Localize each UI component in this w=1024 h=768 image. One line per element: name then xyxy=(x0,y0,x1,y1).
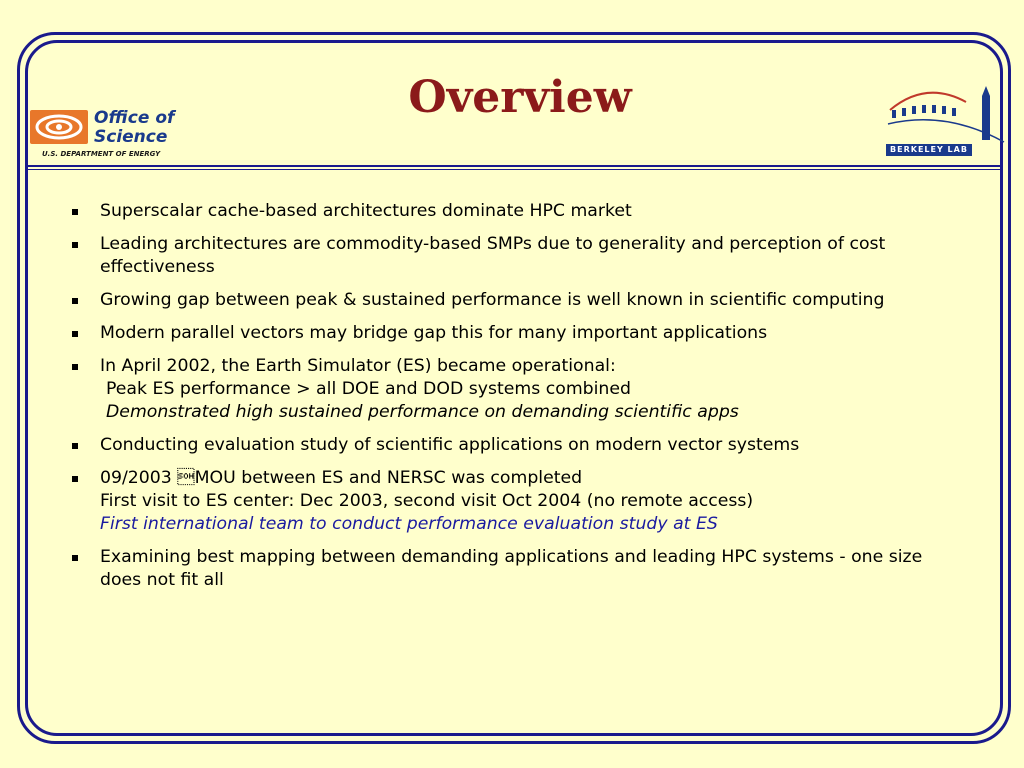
page-title: Overview xyxy=(408,72,632,123)
list-item xyxy=(70,355,940,424)
berkeley-lab-label: BERKELEY LAB xyxy=(886,144,972,156)
bullet-subline-highlight: First international team to conduct performance evaluation study at ES xyxy=(100,514,718,534)
doe-logo-line1: Office of xyxy=(94,108,175,128)
list-item xyxy=(70,200,940,223)
bullet-text: In April 2002, the Earth Simulator (ES) became operational: xyxy=(100,356,616,376)
bullet-text: 09/2003 MOU between ES and NERSC was completed xyxy=(100,468,583,488)
bullet-text: Superscalar cache-based architectures dominate HPC market xyxy=(100,201,632,221)
bullet-text: Examining best mapping between demanding applications and leading HPC systems - one size does not fit all xyxy=(100,547,923,590)
header-divider xyxy=(28,165,1000,170)
bullet-text: Growing gap between peak & sustained performance is well known in scientific computing xyxy=(100,290,885,310)
bullet-text: Modern parallel vectors may bridge gap this for many important applications xyxy=(100,323,768,343)
list-item xyxy=(70,434,940,457)
bullet-text: Conducting evaluation study of scientific applications on modern vector systems xyxy=(100,435,800,455)
list-item xyxy=(70,289,940,312)
bullet-subline: Demonstrated high sustained performance on demanding scientific apps xyxy=(106,402,739,422)
bullet-subline: Peak ES performance > all DOE and DOD systems combined xyxy=(106,379,631,399)
berkeley-lab-logo xyxy=(886,80,1006,160)
bullet-list xyxy=(70,200,940,602)
bullet-subline: First visit to ES center: Dec 2003, second visit Oct 2004 (no remote access) xyxy=(100,491,754,511)
doe-logo-line2: Science xyxy=(94,127,168,147)
berkeley-building-icon xyxy=(886,80,1006,144)
bullet-text: Leading architectures are commodity-based SMPs due to generality and perception of cost effectiveness xyxy=(100,234,886,277)
list-item xyxy=(70,467,940,536)
doe-logo-subtitle: U.S. DEPARTMENT OF ENERGY xyxy=(42,150,161,158)
list-item xyxy=(70,233,940,279)
list-item xyxy=(70,546,940,592)
list-item xyxy=(70,322,940,345)
